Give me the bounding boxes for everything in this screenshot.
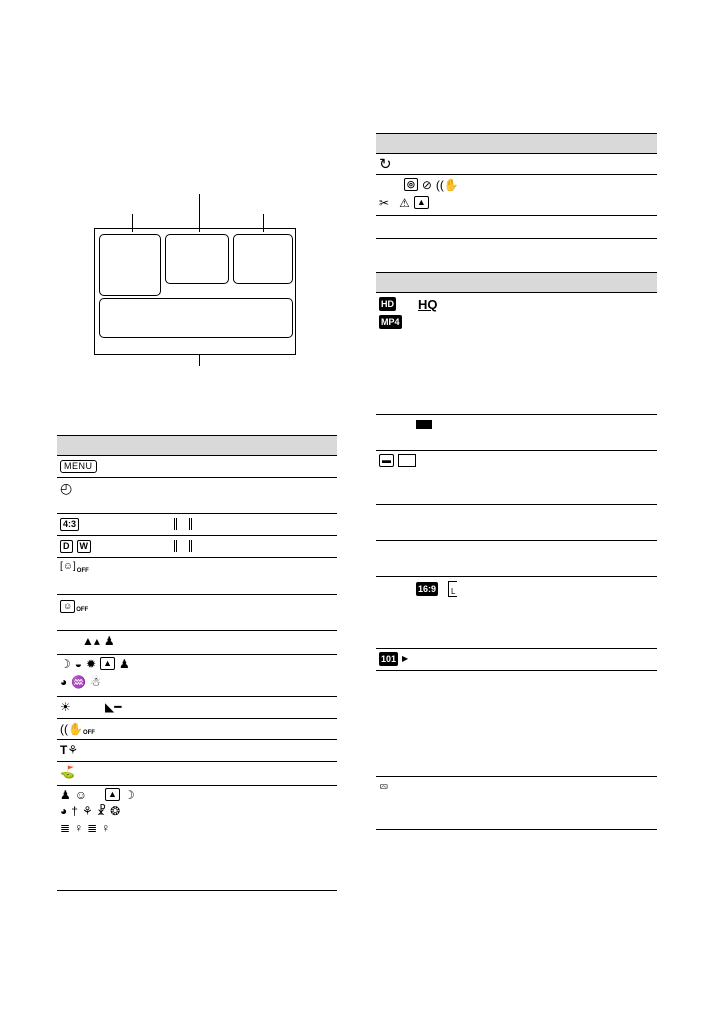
memory-stick-icon: ▬ [379, 454, 394, 467]
face-detection-off-icon: [☺] [60, 561, 76, 572]
tulip-icon: ⚘ [81, 804, 93, 818]
person-icon: ☧ [96, 804, 107, 818]
portrait-icon: ♟ [119, 656, 130, 671]
area-top-right [233, 234, 293, 284]
row-aspect [57, 514, 337, 536]
row-image-size [376, 577, 657, 649]
disc-icon: ◎ [404, 178, 418, 191]
row-tele-macro [57, 740, 337, 762]
row-face-detection [57, 558, 337, 595]
sports-icon: ❂ [110, 804, 121, 818]
menu-icon: MENU [60, 460, 97, 473]
usb-icon: ⮹ [379, 780, 389, 794]
left-icon-table [57, 435, 337, 891]
row-scene-mode [57, 631, 337, 655]
row-menu [57, 456, 337, 478]
hd-icon: HD [379, 297, 396, 311]
portrait-icon: ♟ [103, 634, 115, 648]
baby-icon: ☺ [74, 787, 88, 802]
lcd-screen-diagram [94, 186, 304, 366]
image-size-w-icon: W [77, 540, 92, 553]
image-size-l-icon [448, 581, 457, 597]
candle-icon: † [71, 804, 78, 818]
row-white-balance [57, 697, 337, 719]
table-header [376, 273, 657, 293]
row-smile-shutter [57, 595, 337, 631]
leader-line-bottom [199, 354, 200, 366]
off-label: OFF [76, 568, 89, 574]
mic-icon: ♀ [74, 821, 84, 835]
image-size-d-icon: D [60, 540, 73, 553]
area-top-left [99, 234, 161, 296]
hq-icon: HQ [418, 296, 438, 312]
snow-icon: ☃ [90, 675, 101, 689]
steadyshot-warning-icon: ((✋ [435, 177, 459, 192]
smile-shutter-off-icon: ☺ [60, 600, 75, 613]
warning-icon: ⚠ [399, 195, 410, 210]
row-self-timer [57, 478, 337, 514]
row-image-size [57, 536, 337, 558]
row-blank [376, 216, 657, 238]
table-header [57, 436, 337, 456]
row-folder [376, 649, 657, 671]
sun-icon: ☀ [60, 700, 71, 714]
off-label: OFF [76, 607, 89, 613]
no-memory-icon: ⊘ [421, 177, 432, 192]
play-arrow-icon: ▶ [402, 654, 409, 663]
landscape-icon: ▲ [105, 788, 120, 801]
tele-macro-label: T [60, 743, 68, 757]
lens-icon: ✂ [379, 195, 390, 210]
golf-shot-icon: ⛳ [60, 765, 75, 779]
film-icon [174, 518, 192, 530]
steadyshot-off-icon: ((✋ [60, 722, 83, 736]
right-icon-table-1 [376, 133, 657, 239]
row-scene-icons [57, 655, 337, 697]
portrait-icon: ♟ [60, 787, 71, 802]
row-steadyshot [57, 719, 337, 740]
folder-101-icon: 101 [379, 652, 398, 666]
leader-line-top-center [199, 194, 200, 232]
aspect-16-9-icon: 16:9 [416, 582, 438, 596]
night-icon: ☽ [123, 787, 135, 802]
wind-noise-icon: ≣ [60, 821, 71, 835]
aspect-4-3-icon: 4:3 [60, 518, 79, 531]
mountain-icon: ▲▴ [82, 634, 100, 648]
row-recording-quality [376, 293, 657, 415]
row-blank-2 [376, 541, 657, 577]
row-usb [376, 777, 657, 829]
landscape-icon: ▲ [100, 657, 115, 670]
row-golf-shot [57, 762, 337, 786]
row-blank-1 [376, 505, 657, 541]
right-icon-table-2 [376, 272, 657, 830]
spotlight-icon: ◕ [60, 675, 68, 689]
row-intelligent-auto [57, 786, 337, 890]
off-label: OFF [82, 730, 95, 736]
screen-frame [94, 228, 296, 355]
row-warnings [376, 175, 657, 216]
night-icon: ☽ [60, 656, 71, 671]
row-battery [376, 415, 657, 451]
battery-icon [416, 420, 432, 429]
spotlight-icon: ◕ [60, 804, 68, 818]
row-repeat [376, 154, 657, 175]
sunrise-icon: ◒ [74, 656, 83, 671]
table-header [376, 134, 657, 154]
card-icon [398, 454, 416, 467]
film-icon [174, 540, 192, 552]
row-media [376, 451, 657, 505]
wind-noise-icon: ≣ [87, 821, 98, 835]
repeat-icon: ↻ [379, 156, 392, 173]
mic-icon: ♀ [101, 821, 111, 835]
area-top-center [165, 234, 229, 284]
fireworks-icon: ✹ [86, 656, 97, 671]
row-blank-3 [376, 671, 657, 777]
self-timer-icon: ◴ [60, 480, 73, 496]
white-balance-icon: ◣━ [105, 700, 122, 714]
beach-icon: ♒ [71, 675, 87, 689]
tele-macro-icon: ⚘ [67, 743, 79, 757]
area-bottom [99, 298, 293, 338]
mp4-icon: MP4 [379, 315, 402, 329]
image-icon: ▲ [414, 196, 429, 209]
image-size-label: L [451, 587, 456, 596]
